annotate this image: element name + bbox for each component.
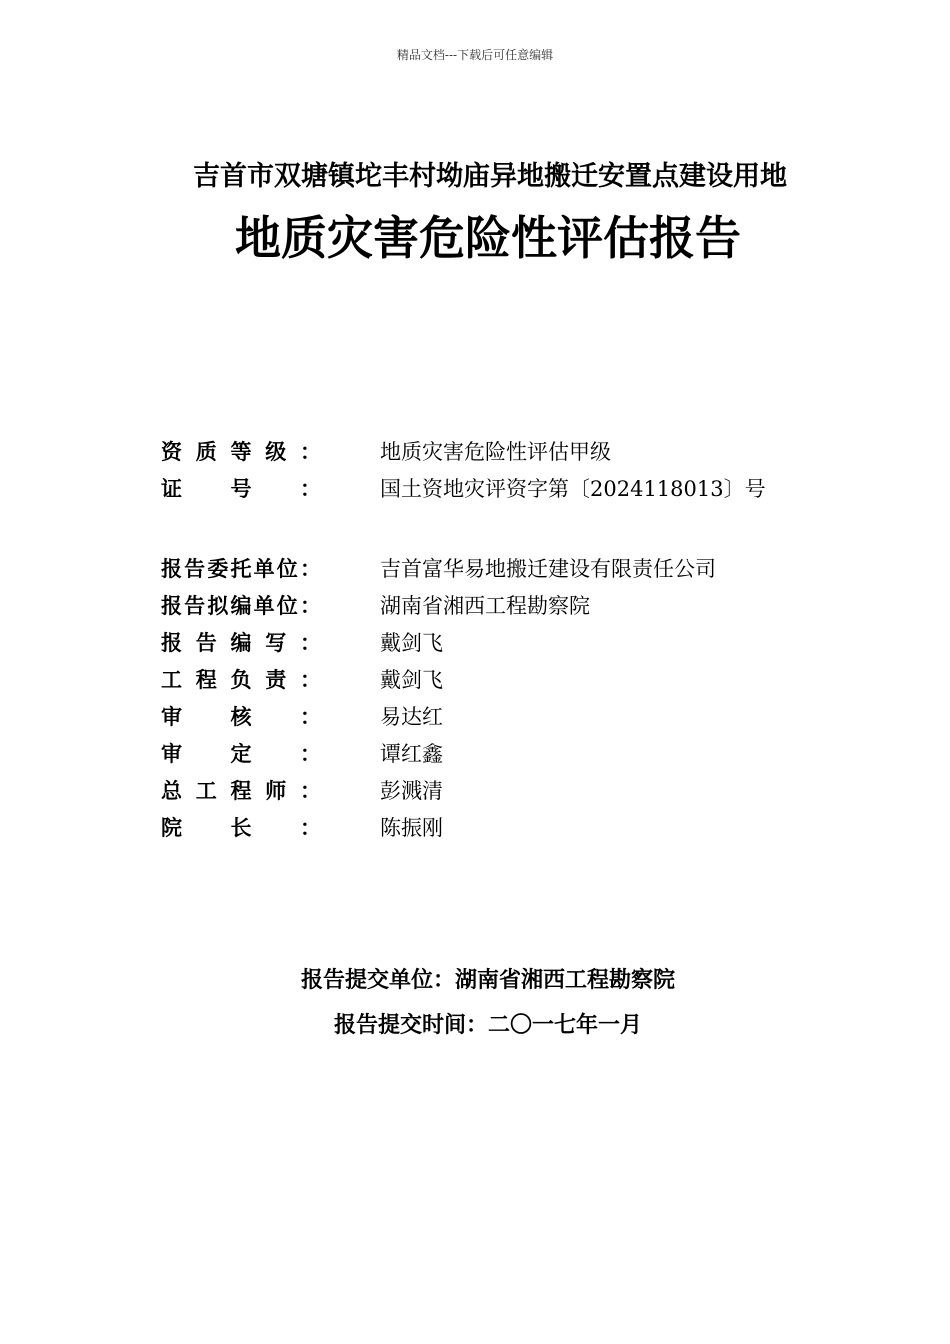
- submission-time: 报告提交时间：二〇一七年一月: [333, 1013, 642, 1038]
- info-value: 国土资地灾评资字第〔2024118013〕号: [380, 477, 766, 501]
- label-char: 号: [230, 477, 252, 501]
- label-char: 资: [161, 440, 182, 464]
- report-title-line2: 地质灾害危险性评估报告: [235, 211, 741, 265]
- label-char: ：: [300, 631, 321, 655]
- label-char: ：: [299, 557, 321, 581]
- info-row-qualification: [161, 434, 861, 471]
- label-char: 工: [161, 668, 182, 692]
- report-title-line1: 吉首市双塘镇坨丰村坳庙异地搬迁安置点建设用地: [193, 161, 787, 192]
- label-char: 证: [161, 477, 182, 501]
- info-row-project-lead: [161, 662, 861, 699]
- info-label: [161, 810, 321, 847]
- label-char: ：: [300, 705, 321, 729]
- label-char: 工: [195, 779, 217, 803]
- label-char: 写: [265, 631, 287, 655]
- info-row-approver: [161, 736, 861, 773]
- info-label: [161, 588, 321, 625]
- info-row-director: [161, 810, 861, 847]
- label-char: 核: [230, 705, 252, 729]
- label-char: 程: [195, 668, 217, 692]
- label-char: 告: [184, 557, 206, 581]
- label-char: 单: [253, 594, 275, 618]
- label-char: 告: [184, 594, 206, 618]
- label-char: 委: [207, 557, 229, 581]
- info-row-compiler-unit: [161, 588, 861, 625]
- info-label: [161, 551, 321, 588]
- label-char: 质: [195, 440, 217, 464]
- label-char: 院: [161, 816, 182, 840]
- label-char: 责: [265, 668, 287, 692]
- label-char: ：: [300, 477, 321, 501]
- label-char: 等: [230, 440, 252, 464]
- label-char: 长: [230, 816, 252, 840]
- info-value: 陈振刚: [380, 816, 443, 840]
- info-value: 湖南省湘西工程勘察院: [380, 594, 590, 618]
- info-label: [161, 625, 321, 662]
- label-char: ：: [300, 440, 321, 464]
- info-row-client: [161, 551, 861, 588]
- info-value: 彭溅清: [380, 779, 443, 803]
- label-char: 负: [230, 668, 252, 692]
- info-value: 易达红: [380, 705, 443, 729]
- label-char: 报: [161, 594, 182, 618]
- info-row-spacer: [161, 513, 861, 551]
- label-char: 定: [230, 742, 252, 766]
- label-char: 位: [276, 557, 298, 581]
- info-row-reviewer: [161, 699, 861, 736]
- label-char: ：: [300, 779, 321, 803]
- label-char: 单: [253, 557, 275, 581]
- label-char: ：: [299, 594, 321, 618]
- label-char: 位: [276, 594, 298, 618]
- info-value: 戴剑飞: [380, 631, 443, 655]
- label-char: 编: [230, 631, 252, 655]
- info-value: 戴剑飞: [380, 668, 443, 692]
- submission-unit: 报告提交单位：湖南省湘西工程勘察院: [300, 968, 675, 993]
- label-char: 编: [230, 594, 252, 618]
- label-char: ：: [300, 668, 321, 692]
- label-char: 告: [195, 631, 217, 655]
- header-note: 精品文档---下载后可任意编辑: [396, 48, 554, 62]
- info-value: 地质灾害危险性评估甲级: [380, 440, 611, 464]
- label-char: 托: [230, 557, 252, 581]
- label-char: ：: [300, 816, 321, 840]
- info-row-certificate: [161, 471, 861, 513]
- label-char: ：: [300, 742, 321, 766]
- info-row-chief-engineer: [161, 773, 861, 810]
- info-value: 谭红鑫: [380, 742, 443, 766]
- label-char: 总: [161, 779, 182, 803]
- label-char: 拟: [207, 594, 229, 618]
- info-label: [161, 434, 321, 471]
- info-label: [161, 471, 321, 508]
- info-row-author: [161, 625, 861, 662]
- info-label: [161, 773, 321, 810]
- label-char: 报: [161, 631, 182, 655]
- label-char: 程: [230, 779, 252, 803]
- label-char: 级: [265, 440, 287, 464]
- info-label: [161, 736, 321, 773]
- info-label: [161, 699, 321, 736]
- label-char: 审: [161, 742, 182, 766]
- label-char: 审: [161, 705, 182, 729]
- label-char: 师: [265, 779, 287, 803]
- info-value: 吉首富华易地搬迁建设有限责任公司: [380, 557, 716, 581]
- info-label: [161, 662, 321, 699]
- label-char: 报: [161, 557, 182, 581]
- info-table: [161, 434, 861, 847]
